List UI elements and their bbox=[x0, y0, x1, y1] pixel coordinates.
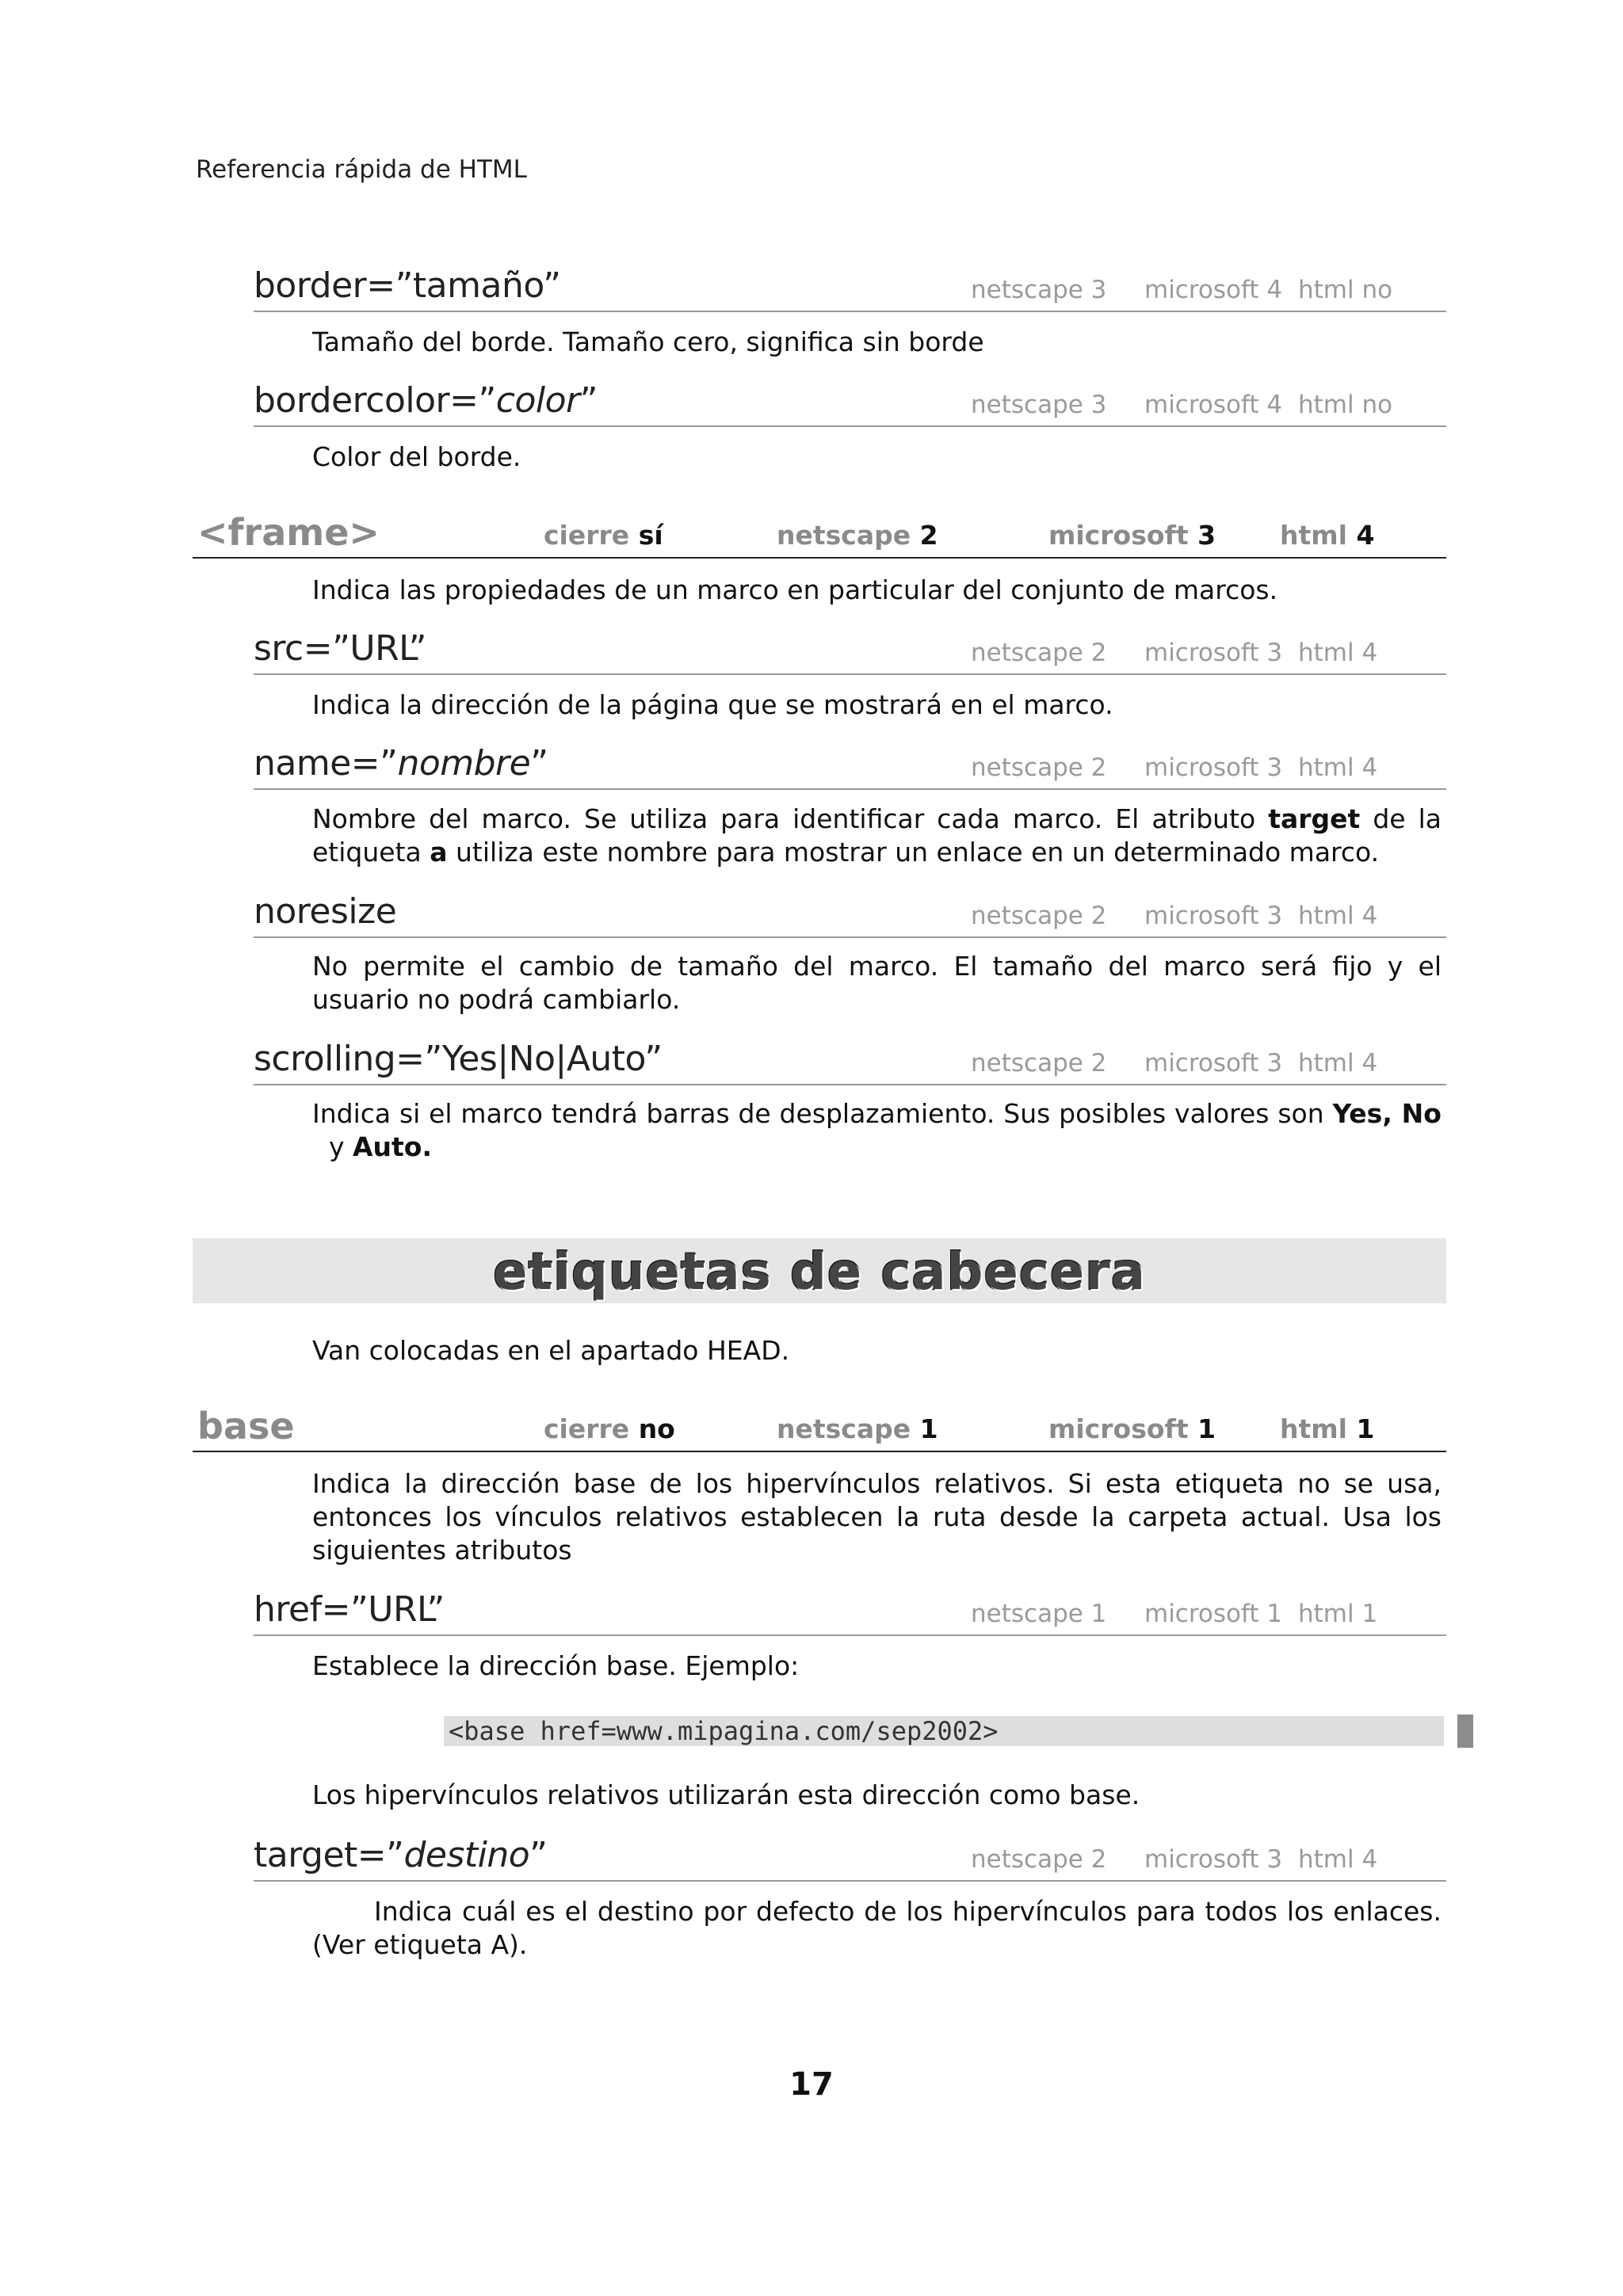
attr-href-netscape: netscape 1 bbox=[971, 1600, 1107, 1628]
attr-bordercolor-html: html no bbox=[1298, 391, 1393, 419]
attr-src-netscape: netscape 2 bbox=[971, 639, 1107, 667]
attr-href-after-desc: Los hipervínculos relativos utilizarán esta dirección como base. bbox=[312, 1779, 1140, 1810]
attr-target-html: html 4 bbox=[1298, 1845, 1378, 1874]
attr-name-html: html 4 bbox=[1298, 753, 1378, 782]
attr-name-netscape: netscape 2 bbox=[971, 753, 1107, 782]
attr-name-name: name=”nombre” bbox=[254, 743, 548, 784]
attr-bordercolor-microsoft: microsoft 4 bbox=[1144, 391, 1283, 419]
tag-frame-name: <frame> bbox=[197, 511, 380, 554]
tag-frame-row bbox=[193, 503, 1446, 559]
attr-border-desc: Tamaño del borde. Tamaño cero, significa sin borde bbox=[312, 326, 984, 357]
tag-base-netscape: netscape 1 bbox=[777, 1413, 938, 1444]
attr-href-html: html 1 bbox=[1298, 1600, 1378, 1628]
tag-base-microsoft: microsoft 1 bbox=[1048, 1413, 1216, 1444]
attr-target-desc: Indica cuál es el destino por defecto de los hipervínculos para todos los enlaces. (Ver etiqueta A). bbox=[312, 1896, 1442, 1960]
tag-frame-microsoft: microsoft 3 bbox=[1048, 520, 1216, 551]
attr-scrolling-microsoft: microsoft 3 bbox=[1144, 1049, 1283, 1077]
tag-base-row bbox=[193, 1397, 1446, 1452]
page-header: Referencia rápida de HTML bbox=[196, 155, 527, 184]
attr-target-name: target=”destino” bbox=[254, 1835, 548, 1875]
attr-scrolling-row bbox=[254, 1028, 1446, 1085]
attr-name-desc: Nombre del marco. Se utiliza para identificar cada marco. El atributo target de la etiqueta a utiliza este nombre para mostrar un enlace en un determinado marco. bbox=[312, 803, 1442, 868]
attr-bordercolor-name: bordercolor=”color” bbox=[254, 380, 598, 421]
code-scrollbar[interactable] bbox=[1457, 1714, 1473, 1748]
attr-border-row bbox=[254, 255, 1446, 312]
attr-href-row bbox=[254, 1579, 1446, 1636]
section-title: etiquetas de cabecera bbox=[493, 1243, 1146, 1302]
tag-base-cierre: cierre no bbox=[544, 1413, 675, 1444]
attr-target-microsoft: microsoft 3 bbox=[1144, 1845, 1283, 1874]
attr-scrolling-name: scrolling=”Yes|No|Auto” bbox=[254, 1039, 663, 1079]
attr-noresize-netscape: netscape 2 bbox=[971, 902, 1107, 930]
attr-border-netscape: netscape 3 bbox=[971, 276, 1107, 304]
attr-src-microsoft: microsoft 3 bbox=[1144, 639, 1283, 667]
attr-border-microsoft: microsoft 4 bbox=[1144, 276, 1283, 304]
attr-scrolling-netscape: netscape 2 bbox=[971, 1049, 1107, 1077]
page-number: 17 bbox=[789, 2066, 834, 2103]
attr-name-microsoft: microsoft 3 bbox=[1144, 753, 1283, 782]
attr-border-html: html no bbox=[1298, 276, 1393, 304]
attr-noresize-name: noresize bbox=[254, 891, 397, 932]
tag-frame-netscape: netscape 2 bbox=[777, 520, 938, 551]
code-example: <base href=www.mipagina.com/sep2002> bbox=[444, 1716, 1444, 1746]
attr-border-name: border=”tamaño” bbox=[254, 265, 561, 306]
attr-src-desc: Indica la dirección de la página que se mostrará en el marco. bbox=[312, 689, 1113, 720]
tag-frame-cierre: cierre sí bbox=[544, 520, 663, 551]
attr-noresize-desc: No permite el cambio de tamaño del marco. El tamaño del marco será fijo y el usuario no podrá cambiarlo. bbox=[312, 951, 1442, 1015]
section-desc: Van colocadas en el apartado HEAD. bbox=[312, 1335, 790, 1366]
attr-href-microsoft: microsoft 1 bbox=[1144, 1600, 1283, 1628]
attr-bordercolor-desc: Color del borde. bbox=[312, 441, 521, 472]
tag-frame-html: html 4 bbox=[1280, 520, 1375, 551]
tag-base-desc: Indica la dirección base de los hipervínculos relativos. Si esta etiqueta no se usa, entonces los vínculos relativos establecen la ruta desde la carpeta actual. Usa los siguientes atributos bbox=[312, 1468, 1442, 1566]
attr-noresize-html: html 4 bbox=[1298, 902, 1378, 930]
tag-base-html: html 1 bbox=[1280, 1413, 1375, 1444]
section-heading-bar bbox=[193, 1238, 1446, 1303]
attr-bordercolor-row bbox=[254, 370, 1446, 427]
attr-href-name: href=”URL” bbox=[254, 1589, 445, 1630]
attr-scrolling-desc: Indica si el marco tendrá barras de desplazamiento. Sus posibles valores son Yes, No y Auto. bbox=[312, 1098, 1442, 1162]
attr-noresize-microsoft: microsoft 3 bbox=[1144, 902, 1283, 930]
attr-scrolling-html: html 4 bbox=[1298, 1049, 1378, 1077]
attr-href-desc: Establece la dirección base. Ejemplo: bbox=[312, 1650, 800, 1681]
attr-target-row bbox=[254, 1825, 1446, 1882]
attr-noresize-row bbox=[254, 881, 1446, 938]
attr-name-row bbox=[254, 733, 1446, 790]
tag-base-name: base bbox=[197, 1405, 295, 1447]
attr-bordercolor-netscape: netscape 3 bbox=[971, 391, 1107, 419]
tag-frame-desc: Indica las propiedades de un marco en particular del conjunto de marcos. bbox=[312, 574, 1278, 605]
attr-src-row bbox=[254, 618, 1446, 675]
attr-target-netscape: netscape 2 bbox=[971, 1845, 1107, 1874]
attr-src-html: html 4 bbox=[1298, 639, 1378, 667]
attr-src-name: src=”URL” bbox=[254, 628, 426, 669]
